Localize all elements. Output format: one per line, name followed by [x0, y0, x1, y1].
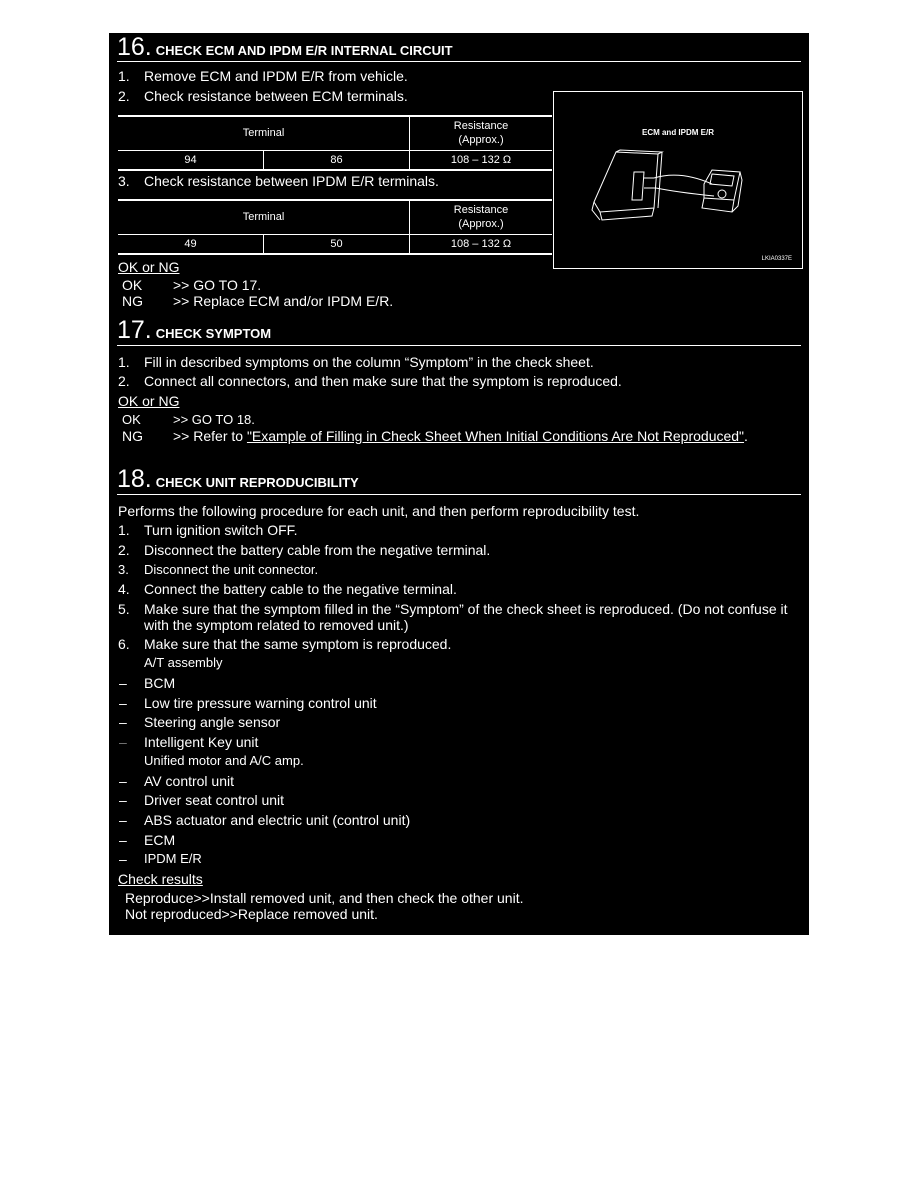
result-reproduce: Reproduce>>Install removed unit, and then check the other unit. — [125, 890, 524, 906]
step-18-item-5: 5. Make sure that the symptom filled in the “Symptom” of the check sheet is reproduced. (Do not confuse it with the symptom related to removed unit.) — [118, 601, 788, 633]
step-18-header — [117, 467, 359, 492]
figure-title: ECM and IPDM E/R — [641, 128, 714, 137]
divider — [117, 345, 801, 346]
header-resistance: Resistance (Approx.) — [410, 116, 553, 150]
divider — [117, 61, 801, 62]
multimeter-illustration — [554, 92, 802, 268]
ok-or-ng-label: OK or NG — [118, 259, 180, 275]
resistance-value: 108 – 132 Ω — [410, 234, 553, 254]
header-terminal: Terminal — [118, 200, 410, 234]
ipdm-resistance-table — [118, 199, 552, 255]
check-results-label: Check results — [118, 871, 203, 887]
step-18-title: CHECK UNIT REPRODUCIBILITY — [155, 475, 359, 490]
header-terminal: Terminal — [118, 116, 410, 150]
step-18-intro: Performs the following procedure for each unit, and then perform reproducibility test. — [118, 503, 640, 519]
figure-code: LKIA0337E — [761, 256, 792, 262]
result-not-reproduced: Not reproduced>>Replace removed unit. — [125, 906, 378, 922]
step-17-number: 17. — [117, 316, 152, 344]
divider — [117, 494, 801, 495]
ecm-ipdm-figure — [553, 91, 803, 269]
step-17-title: CHECK SYMPTOM — [155, 326, 272, 341]
terminal-b: 86 — [264, 150, 410, 170]
terminal-a: 49 — [118, 234, 264, 254]
step-16-header — [117, 35, 453, 60]
resistance-value: 108 – 132 Ω — [410, 150, 553, 170]
check-sheet-example-link[interactable]: "Example of Filling in Check Sheet When Initial Conditions Are Not Reproduced" — [246, 428, 745, 444]
step-18-number: 18. — [117, 465, 152, 493]
service-manual-panel: 16. CHECK ECM AND IPDM E/R INTERNAL CIRCUIT 1. Remove ECM and IPDM E/R from vehicle. 2. Check resistance between ECM terminals. Terminal Resistance (Approx.) 94 86 108 – 132 Ω 3. Check resistance between IPDM E/R terminals. Terminal Resistance (Approx.) 49 50 108 – 132 Ω ECM and IPDM E/R LKIA0337E OK or NG OK >> GO TO 17. NG >> Replace ECM and/or IPDM E/R. 17. CHECK SYMPTOM 1. Fill in described symptoms on the column “Symptom” in the check sheet. 2. Connect all connectors, and then make sure that the symptom is reproduced. OK or NG OK >> GO TO 18. NG >> Refer to "Example of Filling in Check Sheet When Initial Conditions Are Not Reproduced". 18. CHECK UNIT REPRODUCIBILITY Performs the following procedure for each unit, and then perform reproducibility test. 1. Turn ignition switch OFF. 2. Disconnect the battery cable from the negative terminal. 3. Disconnect the unit connector. 4. Connect the battery cable to the negative terminal. 5. Make sure that the symptom filled in the “Symptom” of the check sheet is reproduced. (Do not confuse it with the symptom related to removed unit.) 6. Make sure that the same symptom is reproduced. A/T assembly – BCM – Low tire pressure warning control unit – Steering angle sensor – Intelligent Key unit Unified motor and A/C amp. – AV control unit – Driver seat control unit – ABS actuator and electric unit (control unit) – ECM – IPDM E/R Check results Reproduce>>Install removed unit, and then check the other unit. Not reproduced>>Replace removed unit. — [109, 33, 809, 935]
terminal-b: 50 — [264, 234, 410, 254]
step-17-header — [117, 318, 271, 343]
step-16-number: 16. — [117, 33, 152, 61]
ecm-resistance-table — [118, 115, 552, 171]
ok-or-ng-label: OK or NG — [118, 393, 180, 409]
step-16-title: CHECK ECM AND IPDM E/R INTERNAL CIRCUIT — [155, 43, 453, 58]
terminal-a: 94 — [118, 150, 264, 170]
header-resistance: Resistance (Approx.) — [410, 200, 553, 234]
